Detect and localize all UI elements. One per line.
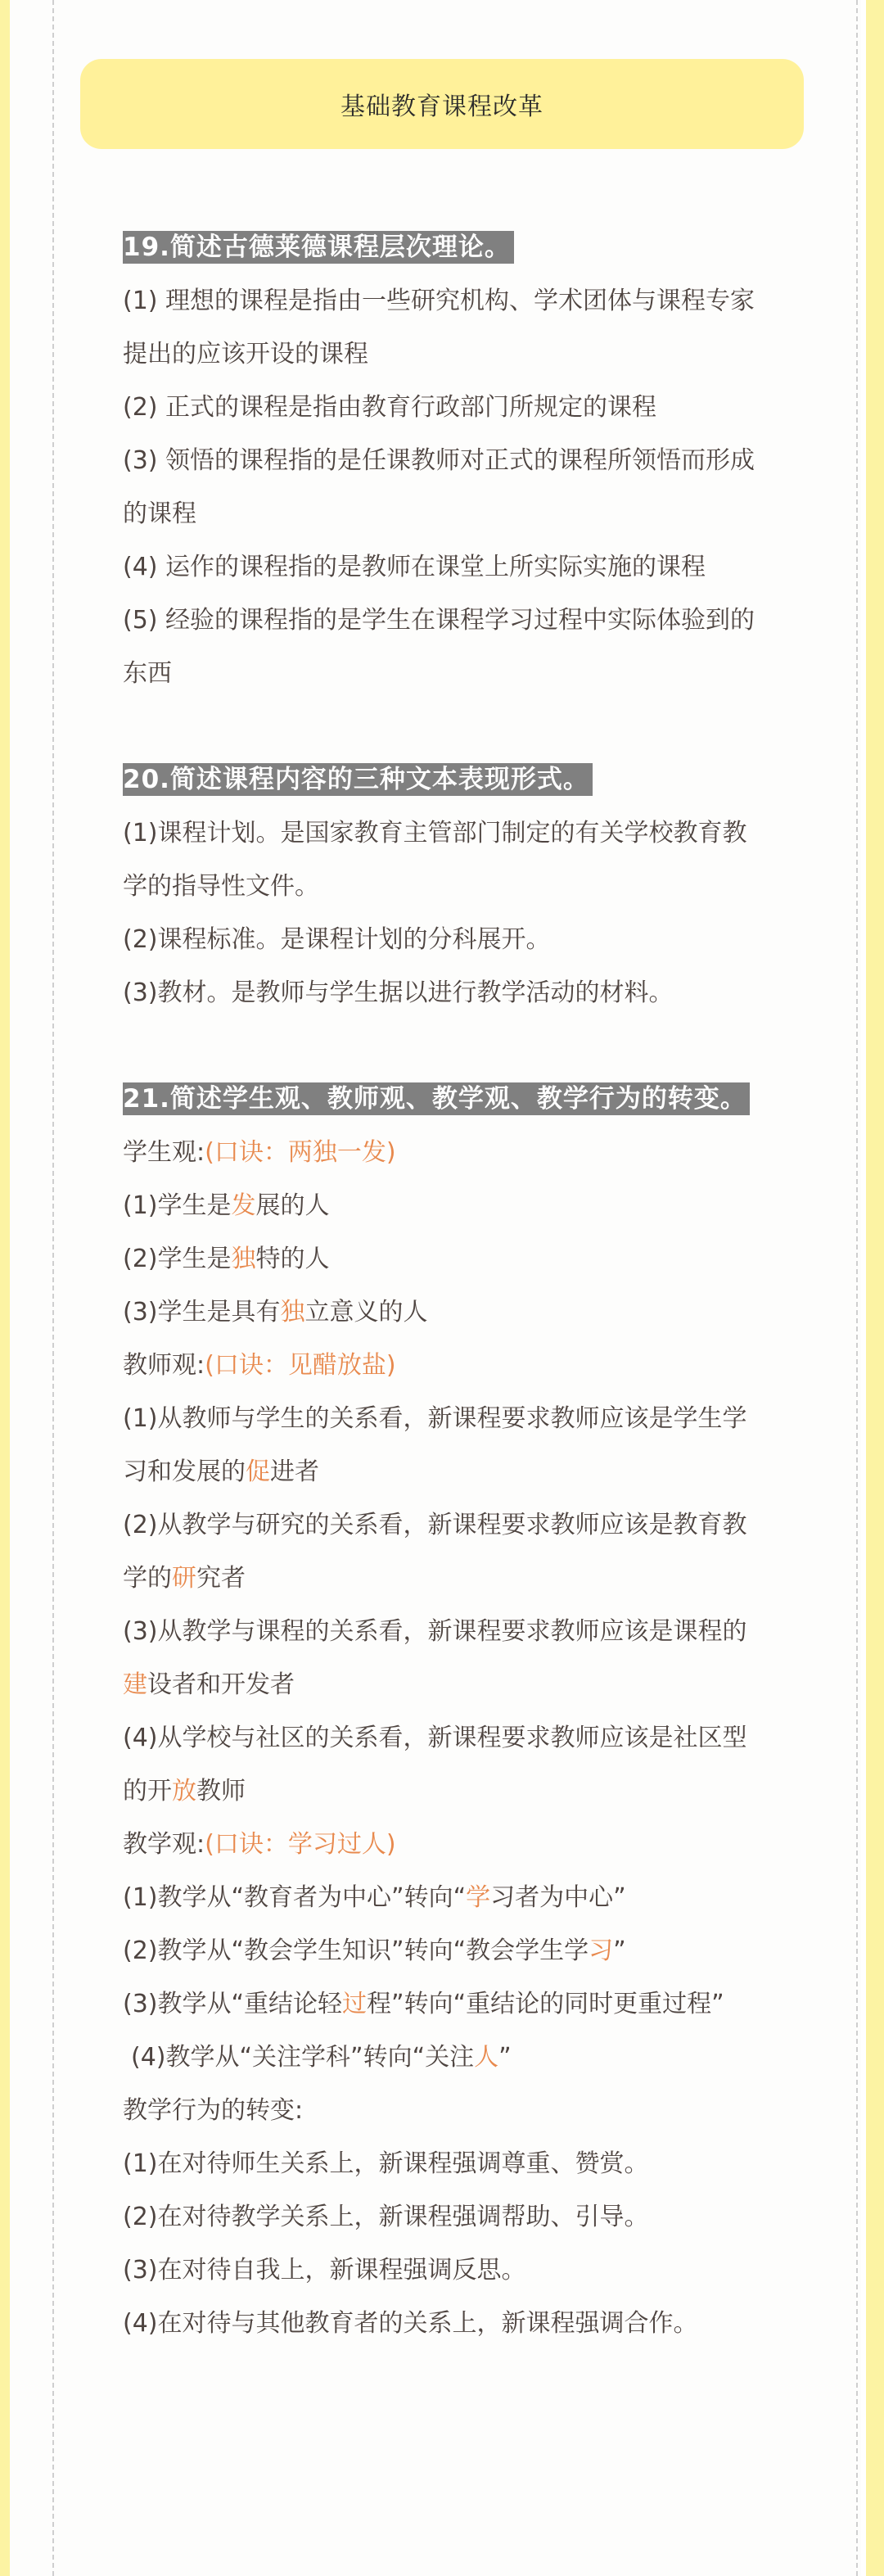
teacher-view-item [123, 1498, 769, 1605]
item-text: (2)从教学与研究的关系看，新课程要求教师应该是教育教学的 [123, 1511, 747, 1593]
item-highlight: 促 [246, 1457, 270, 1486]
question-21-heading: 21.简述学生观、教师观、教学观、教学行为的转变。 [123, 1082, 750, 1115]
question-20-heading: 20.简述课程内容的三种文本表现形式。 [123, 763, 593, 796]
item-text: (3)学生是具有 [123, 1298, 281, 1326]
question-19-heading: 19.简述古德莱德课程层次理论。 [123, 231, 514, 264]
item-text: 教师 [196, 1777, 246, 1805]
item-highlight: 过 [342, 1990, 368, 2018]
spacer [123, 700, 769, 753]
student-view-item [123, 1232, 769, 1286]
item-highlight: 独 [231, 1245, 256, 1273]
behavior-item-1: (1)在对待师生关系上，新课程强调尊重、赞赏。 [123, 2149, 649, 2178]
item-text: 究者 [196, 1564, 246, 1593]
item-text: (1)从教师与学生的关系看，新课程要求教师应该是学生学习和发展的 [123, 1404, 747, 1486]
behavior-item-2: (2)在对待教学关系上，新课程强调帮助、引导。 [123, 2203, 649, 2231]
question-20 [123, 753, 769, 807]
item-text: 立意义的人 [304, 1298, 428, 1326]
teacher-view-item [123, 1392, 769, 1498]
item-highlight: 放 [172, 1777, 196, 1805]
page-title [80, 59, 804, 149]
q19-item-1: (1) 理想的课程是指由一些研究机构、学术团体与课程专家提出的应该开设的课程 [123, 287, 755, 368]
student-view-heading [123, 1126, 769, 1179]
teacher-view-mnemonic: (口诀：见醋放盐) [205, 1351, 396, 1380]
behavior-item-4: (4)在对待与其他教育者的关系上，新课程强调合作。 [123, 2309, 698, 2338]
q19-item-4: (4) 运作的课程指的是教师在课堂上所实际实施的课程 [123, 553, 706, 581]
article-body [123, 221, 769, 2350]
item-text: ” [498, 2043, 512, 2072]
item-text: 设者和开发者 [147, 1670, 295, 1699]
item-highlight: 人 [474, 2043, 499, 2072]
question-19 [123, 221, 769, 274]
item-highlight: 建 [123, 1670, 147, 1699]
question-21 [123, 1073, 769, 1126]
right-yellow-stripe [866, 0, 884, 2576]
q19-item-5: (5) 经验的课程指的是学生在课程学习过程中实际体验到的东西 [123, 606, 755, 688]
student-view-item [123, 1179, 769, 1232]
item-text: (3)从教学与课程的关系看，新课程要求教师应该是课程的 [123, 1617, 747, 1646]
teaching-view-item [123, 1871, 769, 1924]
item-highlight: 独 [280, 1298, 305, 1326]
item-text: ” [613, 1937, 626, 1965]
teaching-view-mnemonic: (口诀：学习过人) [205, 1830, 396, 1859]
q19-item-3: (3) 领悟的课程指的是任课教师对正式的课程所领悟而形成的课程 [123, 446, 755, 528]
student-view-label: 学生观: [123, 1138, 205, 1167]
behavior-item-3: (3)在对待自我上，新课程强调反思。 [123, 2256, 526, 2285]
item-text: (4)从学校与社区的关系看，新课程要求教师应该是社区型的开 [123, 1724, 747, 1805]
item-highlight: 习 [589, 1937, 614, 1965]
teacher-view-label: 教师观: [123, 1351, 205, 1380]
item-text: (2)学生是 [123, 1245, 232, 1273]
item-text: (1)教学从“教育者为中心”转向“ [123, 1883, 467, 1912]
teaching-view-item [123, 1977, 769, 2031]
teaching-view-item [123, 2031, 769, 2084]
behavior-heading: 教学行为的转变: [123, 2096, 304, 2125]
page-title-text: 基础教育课程改革 [341, 93, 543, 121]
teacher-view-item [123, 1605, 769, 1711]
q19-item-2: (2) 正式的课程是指由教育行政部门所规定的课程 [123, 393, 657, 422]
student-view-mnemonic: (口诀：两独一发) [205, 1138, 396, 1167]
item-text: 程”转向“重结论的同时更重过程” [367, 1990, 724, 2018]
item-text: 进者 [270, 1457, 319, 1486]
left-yellow-stripe [0, 0, 10, 2576]
teaching-view-label: 教学观: [123, 1830, 205, 1859]
item-highlight: 学 [466, 1883, 491, 1912]
item-text: 习者为中心” [490, 1883, 626, 1912]
teacher-view-item [123, 1711, 769, 1818]
item-highlight: 研 [172, 1564, 196, 1593]
item-text: (1)学生是 [123, 1191, 232, 1220]
q20-item-3: (3)教材。是教师与学生据以进行教学活动的材料。 [123, 978, 674, 1007]
q20-item-2: (2)课程标准。是课程计划的分科展开。 [123, 925, 551, 954]
item-text: 展的人 [255, 1191, 330, 1220]
q20-item-1: (1)课程计划。是国家教育主管部门制定的有关学校教育教学的指导性文件。 [123, 819, 747, 901]
teaching-view-heading [123, 1818, 769, 1871]
item-text: (3)教学从“重结论轻 [123, 1990, 343, 2018]
item-text: (2)教学从“教会学生知识”转向“教会学生学 [123, 1937, 589, 1965]
student-view-item [123, 1286, 769, 1339]
item-highlight: 发 [231, 1191, 256, 1220]
teacher-view-heading [123, 1339, 769, 1392]
item-text: (4)教学从“关注学科”转向“关注 [131, 2043, 475, 2072]
item-text: 特的人 [255, 1245, 330, 1273]
teaching-view-item [123, 1924, 769, 1977]
spacer [123, 1019, 769, 1073]
